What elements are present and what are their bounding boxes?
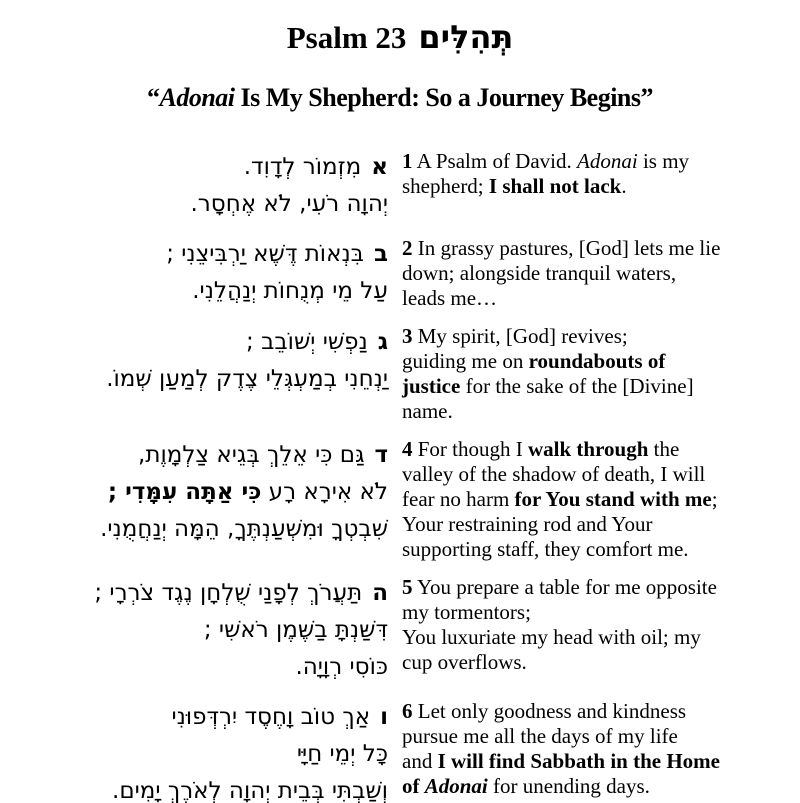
english-line	[402, 699, 796, 724]
verse-hebrew	[10, 699, 388, 803]
hebrew-line	[10, 361, 388, 398]
english-line	[402, 512, 796, 537]
text-run: valley of the shadow of death, I will	[402, 462, 706, 487]
verse-hebrew	[10, 149, 388, 223]
text-run: Adonai	[577, 149, 638, 174]
verse-letter: ד	[374, 442, 388, 469]
hebrew-line	[10, 773, 388, 803]
english-line	[402, 437, 796, 462]
text-run: cup overflows.	[402, 650, 527, 675]
text-run: leads me…	[402, 286, 498, 311]
text-run: דִּשַּׁנְתָּ בַשֶּׁמֶן רֹאשִׁי ;	[203, 617, 388, 644]
verse-row	[10, 699, 800, 803]
verse-english	[402, 437, 800, 562]
text-run: You prepare a table for me opposite	[416, 575, 717, 600]
text-run: is my	[637, 149, 690, 174]
verse-english	[402, 236, 800, 311]
english-line	[402, 261, 796, 286]
verse-number: 2	[402, 236, 413, 261]
english-line	[402, 374, 796, 399]
text-run: guiding me on	[402, 349, 529, 374]
verse-letter: ה	[372, 580, 388, 607]
english-line	[402, 537, 796, 562]
text-run: Adonai	[424, 774, 488, 799]
text-run: supporting staff, they comfort me.	[402, 537, 689, 562]
text-run: וְשַׁבְתִּי בְּבֵית יְהוָה לְאֹרֶךְ יָמִים.	[112, 778, 388, 803]
english-line	[402, 236, 796, 261]
text-run: יַנְחֵנִי בְמַעְגְּלֵי צֶדֶק לְמַעַן שְׁמוֹ.	[106, 366, 388, 393]
text-run: Let only goodness and kindness	[417, 699, 687, 724]
text-run: justice	[402, 374, 461, 399]
text-run: A Psalm of David.	[416, 149, 578, 174]
text-run: לֹא אִירָא רָע	[261, 479, 388, 506]
text-run: “	[146, 83, 160, 113]
english-line	[402, 462, 796, 487]
text-run: For though I	[417, 437, 528, 462]
text-run: down; alongside tranquil waters,	[402, 261, 677, 286]
text-run: for unending days.	[487, 774, 650, 799]
english-line	[402, 749, 796, 774]
english-line	[402, 625, 796, 650]
title-english: Psalm 23	[286, 20, 407, 55]
hebrew-line	[10, 612, 388, 649]
english-line	[402, 774, 796, 799]
text-run: pursue me all the days of my life	[402, 724, 678, 749]
text-run: כּוֹסִי רְוָיָה.	[295, 654, 388, 681]
text-run: I shall not lack	[488, 174, 622, 199]
verse-number: 1	[402, 149, 413, 174]
english-line	[402, 575, 796, 600]
text-run: my tormentors;	[402, 600, 531, 625]
text-run: of	[402, 774, 425, 799]
text-run: כָּל יְמֵי חַיָּי	[296, 741, 388, 768]
verse-letter: א	[371, 154, 388, 181]
verse-hebrew	[10, 437, 388, 548]
verse-letter: ב	[373, 241, 388, 268]
verse-hebrew	[10, 324, 388, 398]
text-run: בִּנְאוֹת דֶּשֶׁא יַרְבִּיצֵנִי ;	[166, 241, 364, 268]
text-run: and	[402, 749, 438, 774]
verse-row	[10, 437, 800, 562]
verse-english	[402, 149, 800, 199]
text-run: fear no harm	[402, 487, 515, 512]
verse-hebrew	[10, 236, 388, 310]
text-run: גַּם כִּי אֵלֵךְ בְּגֵיא צַלְמָוֶת,	[138, 442, 365, 469]
hebrew-line	[10, 649, 388, 686]
english-line	[402, 724, 796, 749]
page-title	[0, 16, 800, 59]
text-run: .	[621, 174, 627, 199]
text-run: for the sake of the [Divine]	[460, 374, 694, 399]
text-run: I will find Sabbath in the Home	[437, 749, 720, 774]
text-run: עַל מֵי מְנֻחוֹת יְנַהֲלֵנִי.	[192, 278, 388, 305]
english-line	[402, 487, 796, 512]
text-run: Your restraining rod and Your	[402, 512, 653, 537]
text-run: shepherd;	[402, 174, 489, 199]
verse-number: 3	[402, 324, 413, 349]
hebrew-line	[10, 736, 388, 773]
verse-english	[402, 575, 800, 675]
verse-row	[10, 575, 800, 686]
text-run: roundabouts of	[528, 349, 666, 374]
verse-english	[402, 324, 800, 424]
text-run: תַּעֲרֹךְ לְפָנַי שֻׁלְחָן נֶגֶד צֹרְרָי ;	[94, 580, 363, 607]
english-line	[402, 349, 796, 374]
verse-number: 5	[402, 575, 413, 600]
text-run: In grassy pastures, [God] lets me lie	[417, 236, 721, 261]
english-line	[402, 149, 796, 174]
hebrew-line	[10, 324, 388, 361]
text-run: אַךְ טוֹב וָחֶסֶד יִרְדְּפוּנִי	[171, 704, 371, 731]
english-line	[402, 286, 796, 311]
text-run: for You stand with me	[514, 487, 712, 512]
verse-row	[10, 324, 800, 424]
english-line	[402, 324, 796, 349]
english-line	[402, 650, 796, 675]
verse-letter: ו	[380, 704, 388, 731]
text-run: You luxuriate my head with oil; my	[402, 625, 701, 650]
verse-english	[402, 699, 800, 799]
hebrew-line	[10, 236, 388, 273]
text-run: כִּי אַתָּה עִמָּדִי ;	[107, 479, 262, 506]
text-run: יְהוָה רֹעִי, לֹא אֶחְסָר.	[190, 191, 388, 218]
text-run: Adonai	[159, 83, 235, 113]
text-run: ;	[711, 487, 718, 512]
english-line	[402, 174, 796, 199]
text-run: מִזְמוֹר לְדָוִד.	[243, 154, 362, 181]
text-run: name.	[402, 399, 453, 424]
verse-row	[10, 149, 800, 223]
title-hebrew: תְּהִלִּים	[418, 18, 514, 56]
hebrew-line	[10, 474, 388, 511]
hebrew-line	[10, 511, 388, 548]
hebrew-line	[10, 699, 388, 736]
verse-letter: ג	[377, 329, 388, 356]
hebrew-line	[10, 149, 388, 186]
english-line	[402, 399, 796, 424]
hebrew-line	[10, 437, 388, 474]
text-run: walk through	[528, 437, 649, 462]
verse-row	[10, 236, 800, 311]
verse-hebrew	[10, 575, 388, 686]
page-subtitle	[0, 83, 800, 113]
text-run: Is My Shepherd: So a Journey Begins”	[234, 83, 654, 113]
text-run: My spirit, [God] revives;	[417, 324, 628, 349]
hebrew-line	[10, 575, 388, 612]
english-line	[402, 600, 796, 625]
verses	[0, 149, 800, 803]
text-run: the	[648, 437, 680, 462]
verse-number: 4	[402, 437, 413, 462]
text-run: נַפְשִׁי יְשׁוֹבֵב ;	[246, 329, 368, 356]
text-run: שִׁבְטְךָ וּמִשְׁעַנְתֶּךָ, הֵמָּה יְנַחֲמֻנִי.	[100, 516, 388, 543]
hebrew-line	[10, 186, 388, 223]
hebrew-line	[10, 273, 388, 310]
verse-number: 6	[402, 699, 413, 724]
